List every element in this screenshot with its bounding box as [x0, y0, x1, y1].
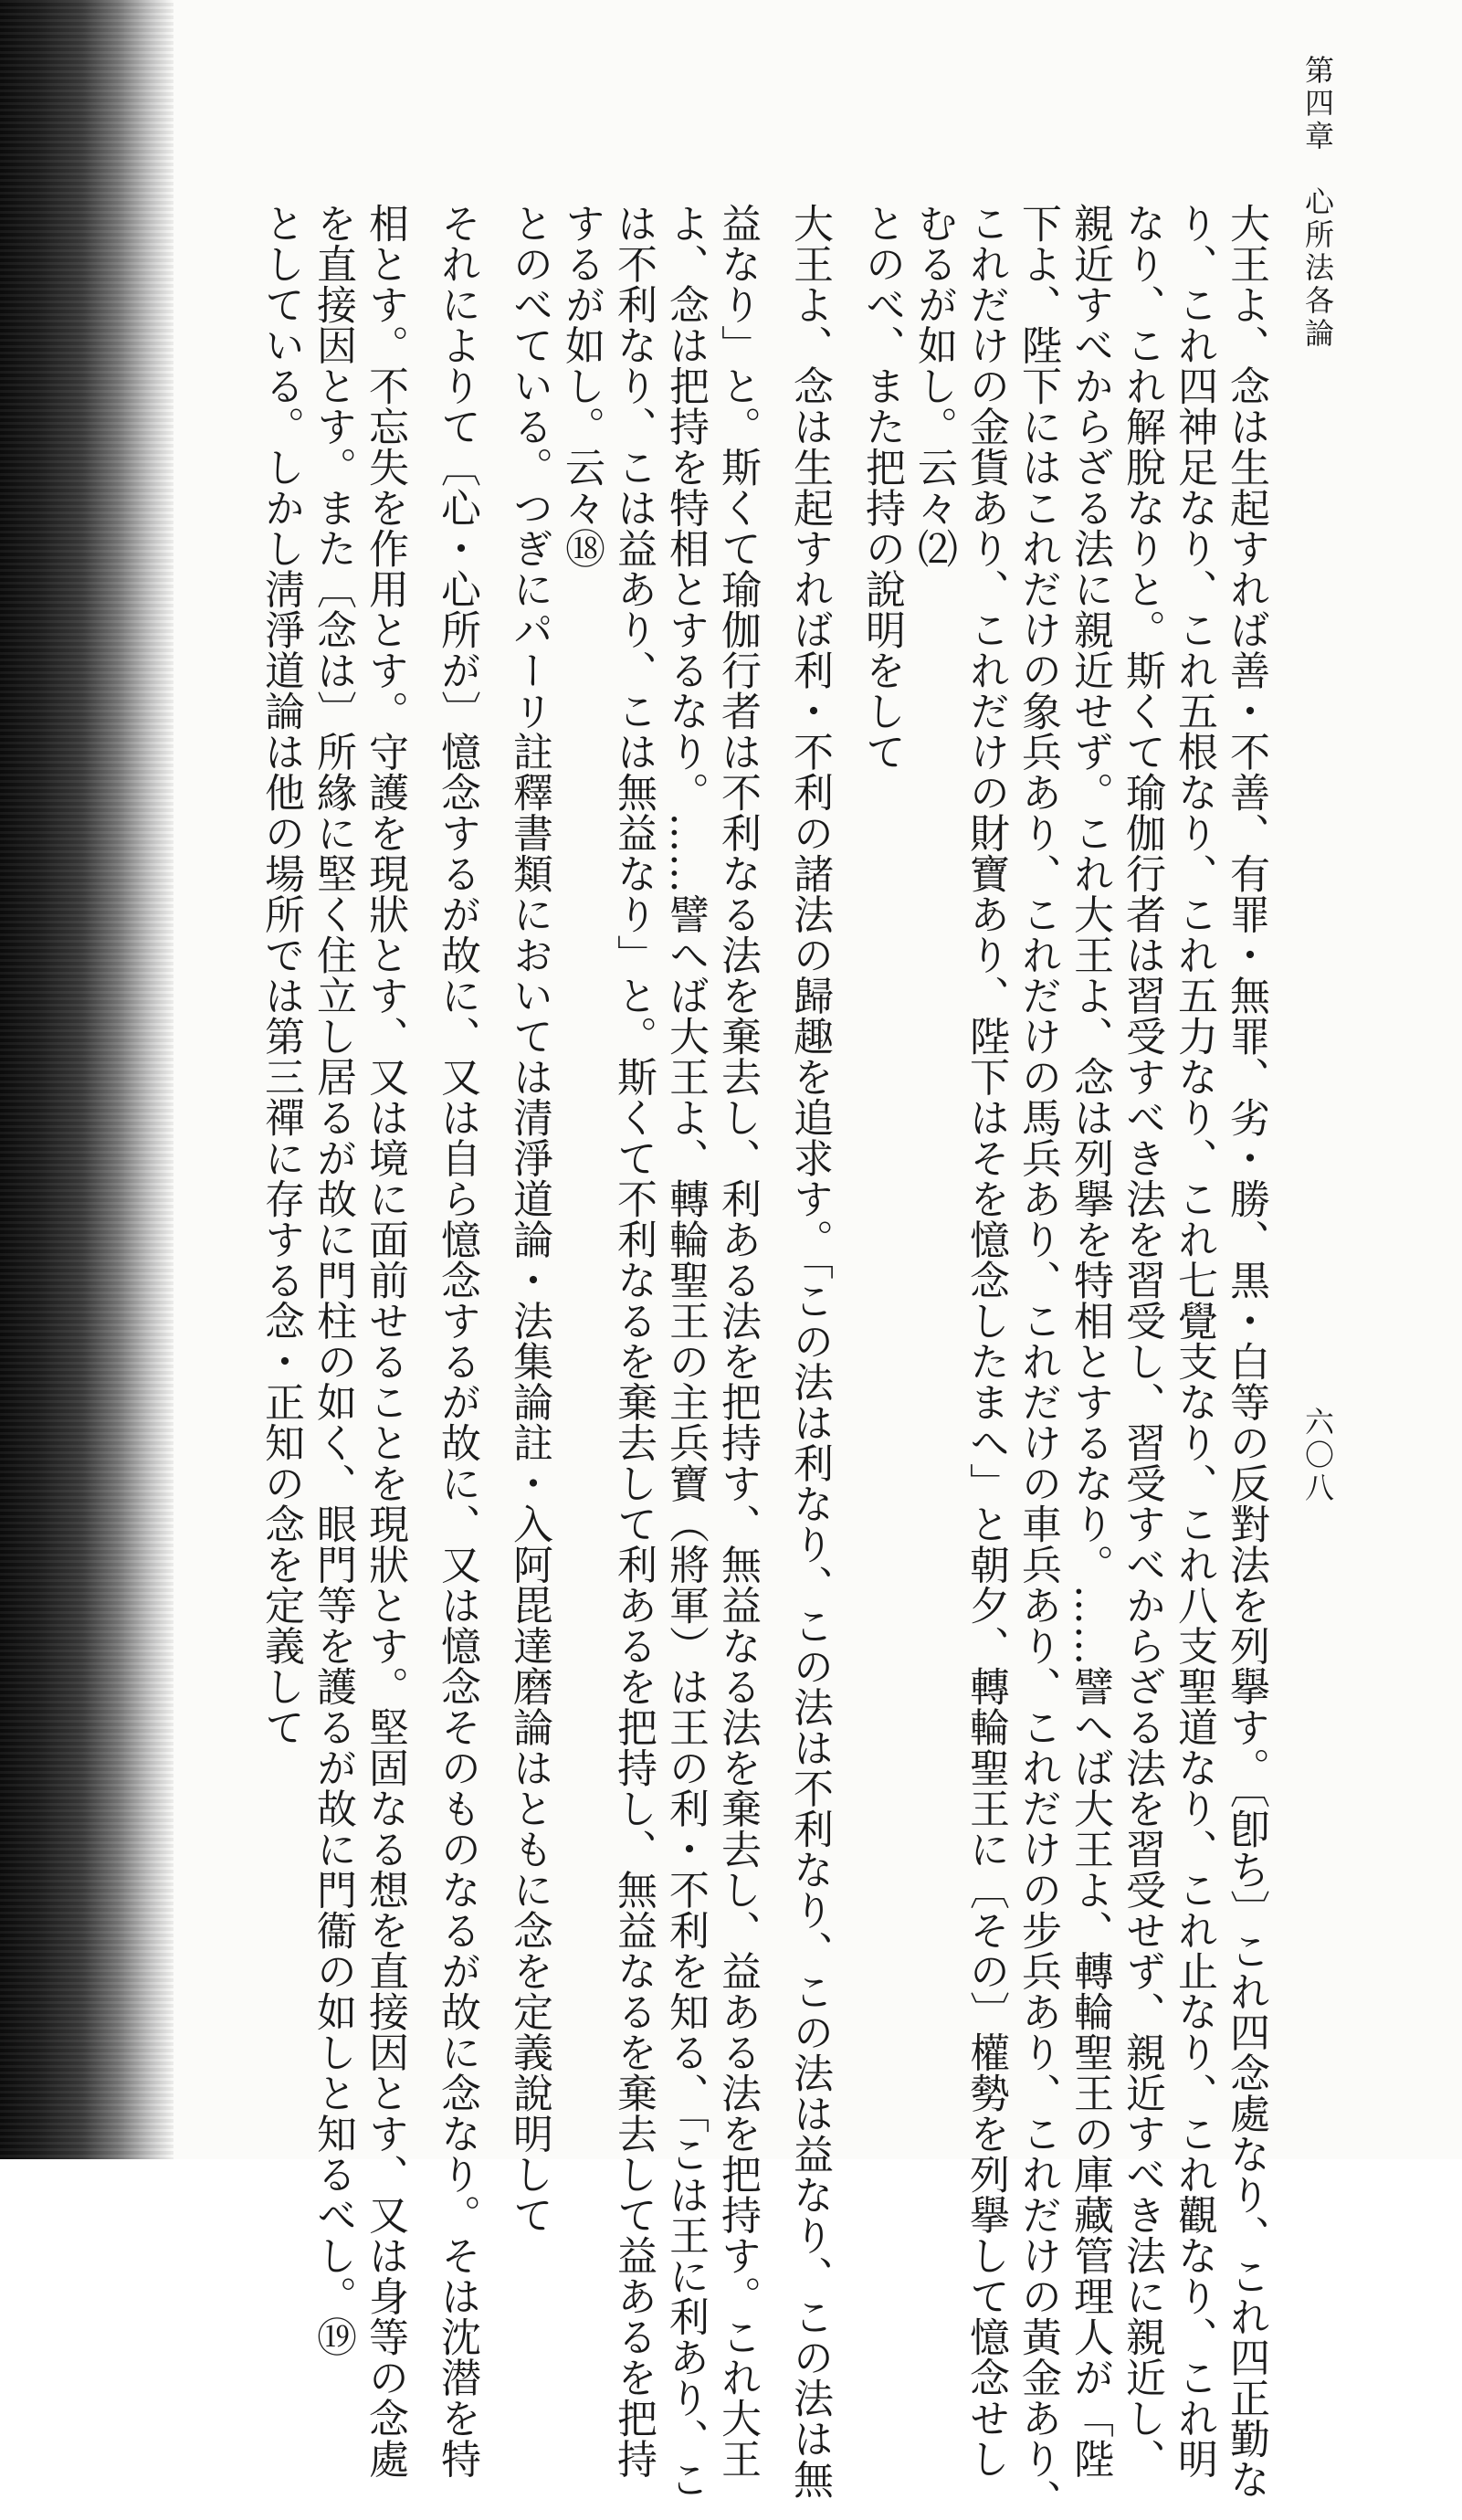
- scan-gutter-shadow: [0, 0, 174, 2159]
- text-line: するが如し。云々⑱: [558, 203, 605, 569]
- text-line: としている。しかし淸淨道論は他の場所では第三禪に存する念・正知の念を定義して: [258, 203, 304, 1747]
- chapter-header: 第四章 心所法各論: [1300, 55, 1335, 351]
- text-line: よ、念は把持を特相とするなり。……譬へば大王よ、轉輪聖王の主兵寶（將軍）は王の利・不利を知る、「こは王に利あり、こ: [662, 203, 709, 2500]
- text-line: これだけの金貨あり、これだけの財寶あり、陛下はそを憶念したまへ」と朝夕、轉輪聖王に〔その〕權勢を列擧して憶念せし: [962, 203, 1009, 2479]
- text-line: 下よ、陛下にはこれだけの象兵あり、これだけの馬兵あり、これだけの車兵あり、これだけの步兵あり、これだけの黃金あり、: [1015, 203, 1061, 2520]
- text-line: 益なり」と。斯くて瑜伽行者は不利なる法を棄去し、利ある法を把持す、無益なる法を棄去し、益ある法を把持す。これ大王: [714, 203, 761, 2479]
- text-line: それによりて〔心・心所が〕憶念するが故に、又は自ら憶念するが故に、又は憶念そのものなるが故に念なり。そは沈潜を特: [434, 203, 480, 2479]
- text-line: とのべ、また把持の說明をして: [858, 203, 905, 772]
- page-number: 六〇八: [1300, 1407, 1335, 1505]
- text-line: 大王よ、念は生起すれば利・不利の諸法の歸趣を追求す。「この法は利なり、この法は不利なり、この法は益なり、この法は無: [786, 203, 833, 2500]
- text-line: 相とす。不忘失を作用とす。守護を現狀とす、又は境に面前せることを現狀とす。堅固なる想を直接因とす、又は身等の念處: [362, 203, 408, 2479]
- text-line: 大王よ、念は生起すれば善・不善、有罪・無罪、劣・勝、黒・白等の反對法を列擧す。〔卽ち〕これ四念處なり、これ四正勤な: [1223, 203, 1269, 2500]
- text-line: むるが如し。云々⑵: [910, 203, 957, 569]
- body-text: [235, 203, 1272, 2520]
- text-line: なり、これ解脫なりと。斯くて瑜伽行者は習受すべき法を習受し、習受すべからざる法を習受せず、親近すべき法に親近し、: [1119, 203, 1165, 2479]
- text-line: を直接因とす。また〔念は〕所緣に堅く住立し居るが故に門柱の如く、眼門等を護るが故に門衞の如しと知るべし。⑲: [310, 203, 356, 2357]
- text-line: り、これ四神足なり、これ五根なり、これ五力なり、これ七覺支なり、これ八支聖道なり、これ止なり、これ觀なり、これ明: [1171, 203, 1217, 2479]
- text-line: 親近すべからざる法に親近せず。これ大王よ、念は列擧を特相とするなり。……譬へば大王よ、轉輪聖王の庫藏管理人が「陛: [1067, 203, 1113, 2479]
- text-line: とのべている。つぎにパーリ註釋書類においては清淨道論・法集論註・入阿毘達磨論はともに念を定義說明して: [506, 203, 552, 2235]
- text-line: は不利なり、こは益あり、こは無益なり」と。斯くて不利なるを棄去して利あるを把持し、無益なるを棄去して益あるを把持: [610, 203, 657, 2479]
